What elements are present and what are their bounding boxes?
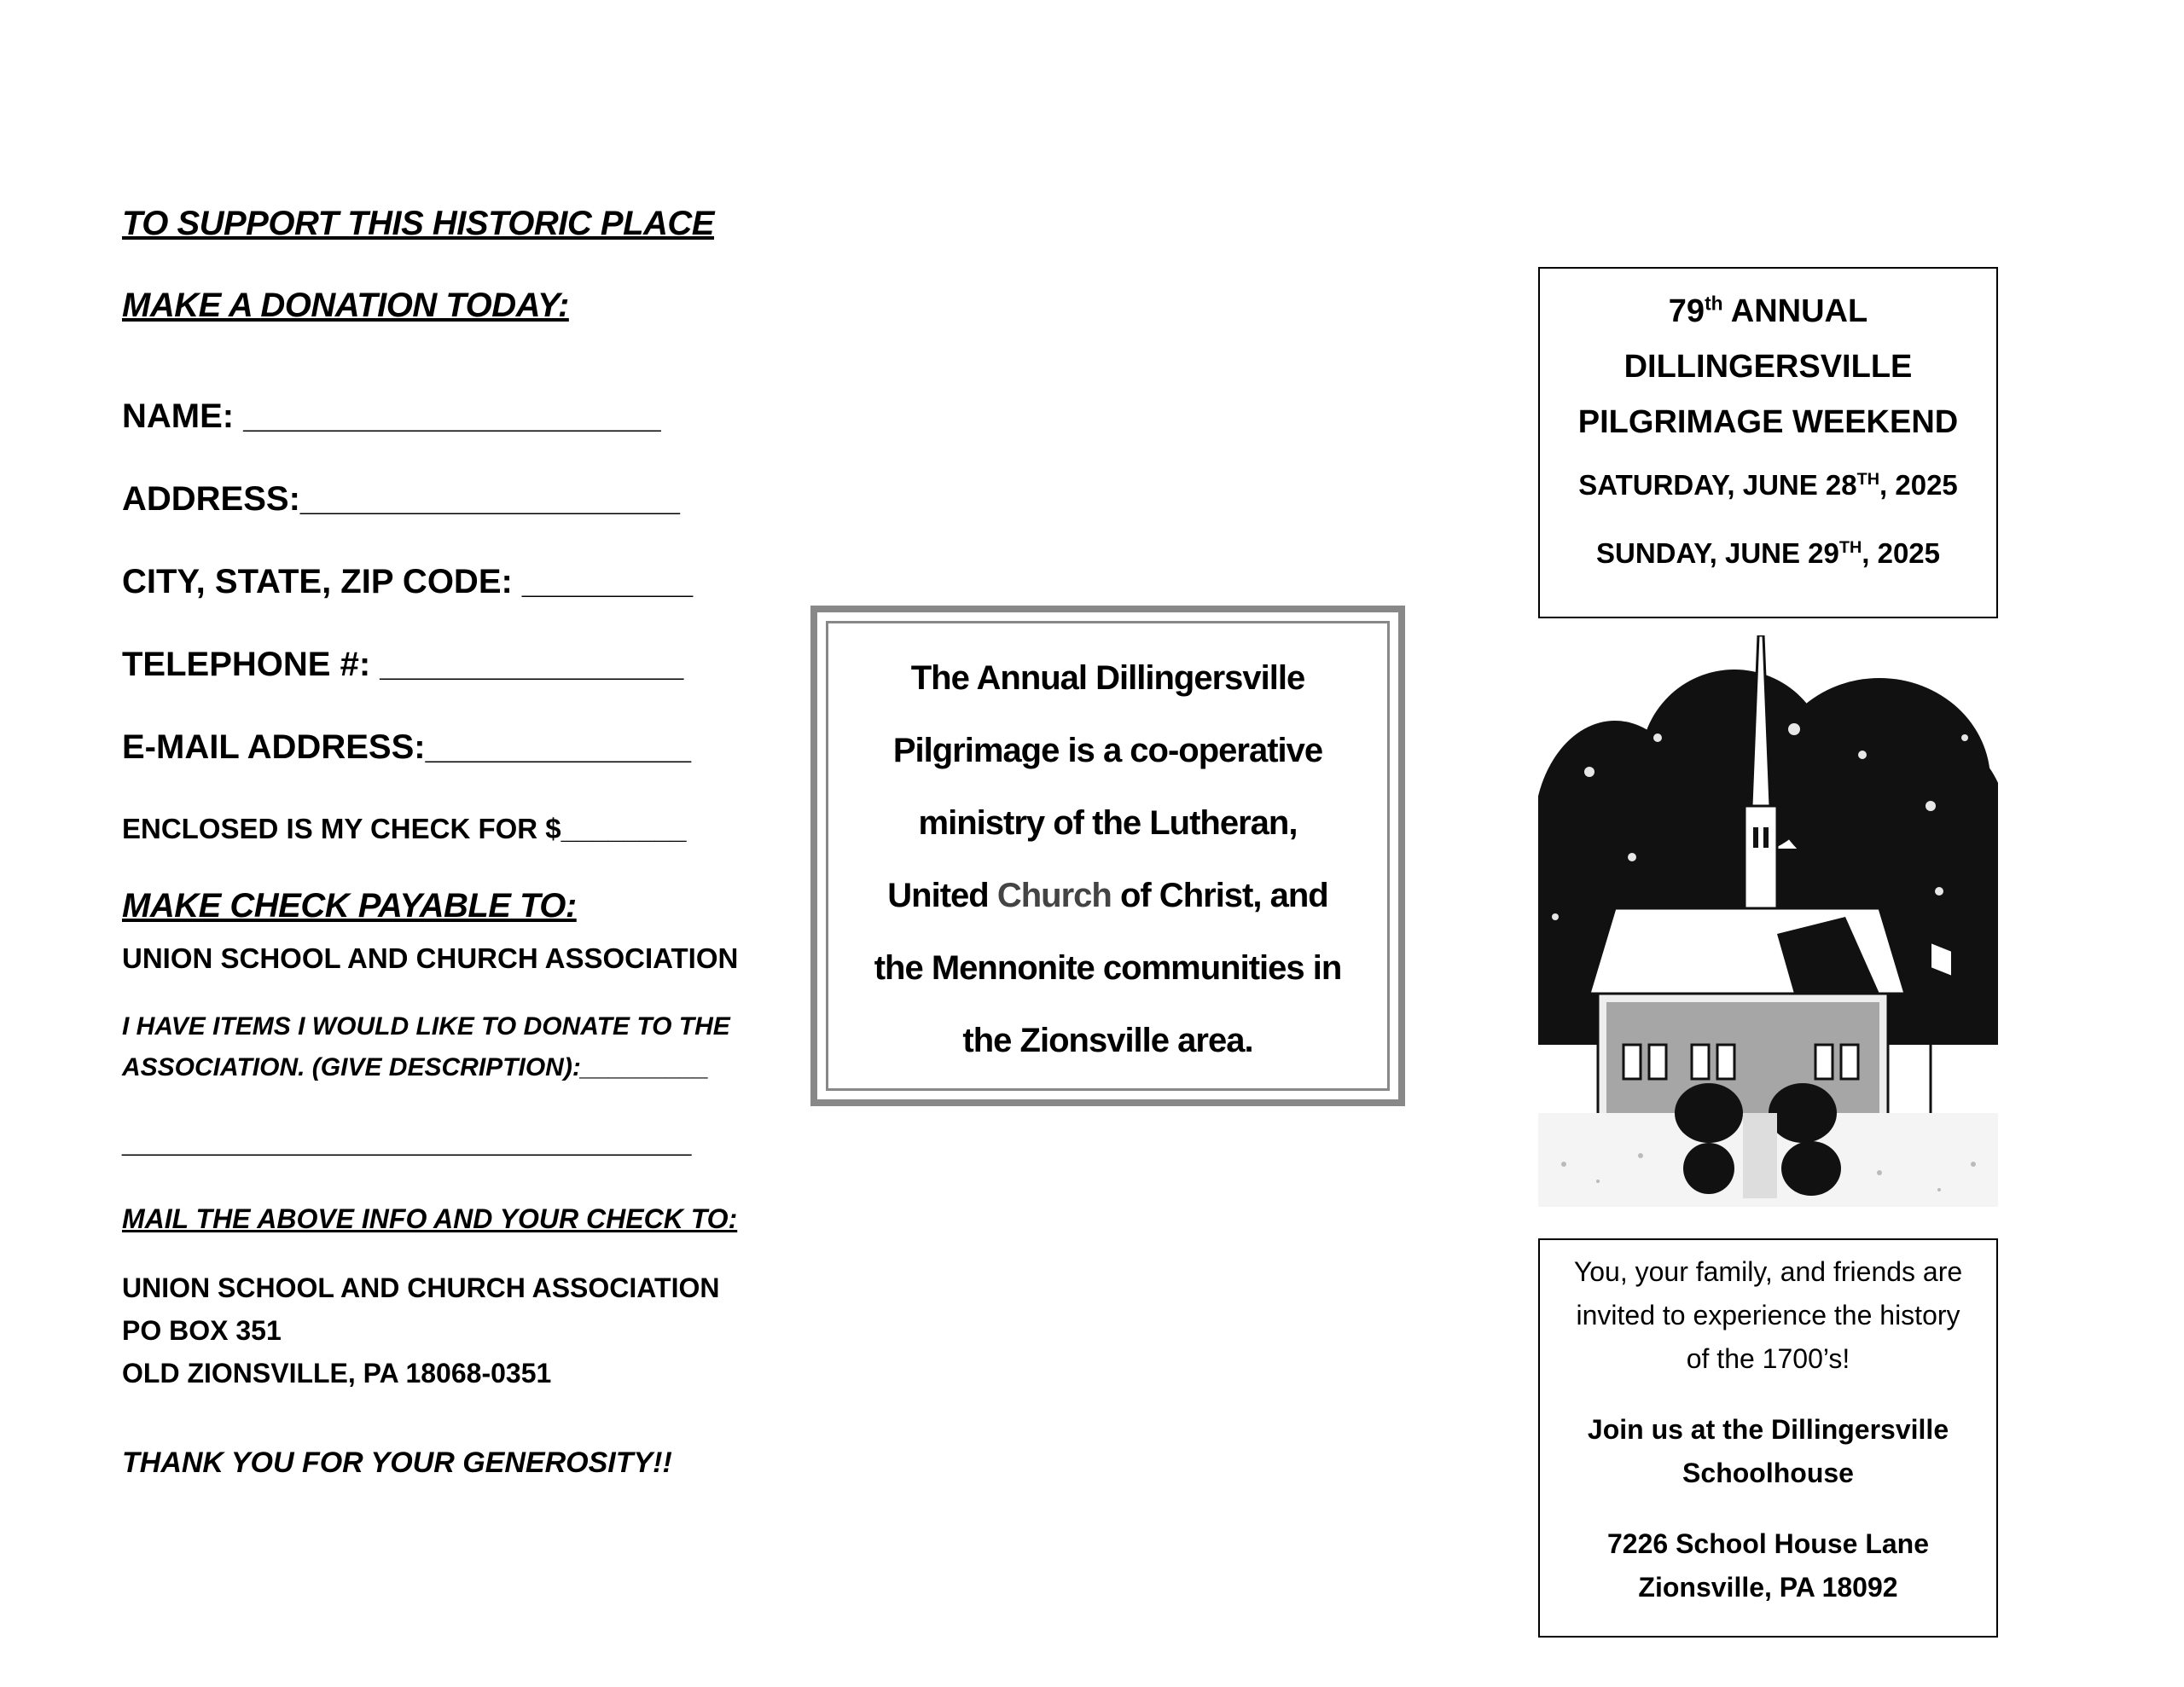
payee-name: UNION SCHOOL AND CHURCH ASSOCIATION (122, 942, 739, 974)
venue-address-line-1: 7226 School House Lane (1606, 1528, 1929, 1559)
support-heading: TO SUPPORT THIS HISTORIC PLACE (122, 205, 714, 242)
check-amount-field[interactable]: ENCLOSED IS MY CHECK FOR $________ (122, 813, 687, 844)
saturday-date-suffix: TH (1856, 470, 1880, 489)
invite-line-2: invited to experience the history (1576, 1300, 1960, 1330)
sunday-date (1540, 537, 1996, 570)
anniversary-line (1540, 284, 1996, 339)
ministry-line-4-post: of Christ, and (1111, 877, 1328, 914)
join-line-1: Join us at the Dillingersville (1587, 1414, 1949, 1445)
anniversary-number: 79 (1668, 293, 1705, 329)
invitation-box (1538, 1238, 1998, 1638)
saturday-date (1540, 469, 1996, 501)
address-field[interactable]: ADDRESS:____________________ (122, 480, 680, 518)
email-field[interactable]: E-MAIL ADDRESS:______________ (122, 728, 692, 766)
anniversary-suffix: th (1705, 292, 1723, 315)
mail-address-line2: PO BOX 351 (122, 1315, 282, 1346)
sunday-year: , 2025 (1862, 537, 1941, 569)
ministry-info-text (817, 642, 1398, 1077)
donate-items-blank[interactable]: ______________________________ (122, 1122, 692, 1159)
event-name-line: DILLINGERSVILLE (1623, 349, 1913, 385)
sunday-date-text: SUNDAY, JUNE 29 (1595, 537, 1839, 569)
ministry-line-4 (817, 860, 1398, 932)
sunday-date-suffix: TH (1838, 538, 1862, 557)
church-photo-icon (1538, 635, 1998, 1207)
mail-heading: MAIL THE ABOVE INFO AND YOUR CHECK TO: (122, 1203, 738, 1234)
ministry-line-2: Pilgrimage is a co-operative (892, 732, 1323, 769)
mail-address-line3: OLD ZIONSVILLE, PA 18068-0351 (122, 1358, 552, 1388)
anniversary-word: ANNUAL (1722, 293, 1868, 329)
event-weekend-line: PILGRIMAGE WEEKEND (1577, 404, 1959, 440)
ministry-line-5: the Mennonite communities in (874, 949, 1342, 987)
name-field[interactable]: NAME: ______________________ (122, 397, 661, 435)
donate-items-line2[interactable]: ASSOCIATION. (GIVE DESCRIPTION):_________ (122, 1053, 709, 1081)
church-word: Church (996, 877, 1112, 914)
ministry-line-6: the Zionsville area. (962, 1022, 1253, 1059)
payable-heading: MAKE CHECK PAYABLE TO: (122, 887, 577, 925)
ministry-line-3: ministry of the Lutheran, (918, 804, 1298, 842)
donation-heading: MAKE A DONATION TODAY: (122, 287, 569, 324)
donate-items-line1: I HAVE ITEMS I WOULD LIKE TO DONATE TO THE (122, 1012, 730, 1041)
saturday-year: , 2025 (1879, 469, 1958, 501)
thank-you-text: THANK YOU FOR YOUR GENEROSITY!! (122, 1446, 672, 1479)
venue-address-line-2: Zionsville, PA 18092 (1638, 1572, 1898, 1603)
event-title-box (1538, 267, 1998, 618)
join-line-2: Schoolhouse (1682, 1458, 1854, 1488)
telephone-field[interactable]: TELEPHONE #: ________________ (122, 646, 684, 683)
city-state-zip-field[interactable]: CITY, STATE, ZIP CODE: _________ (122, 563, 694, 600)
mail-address-line1: UNION SCHOOL AND CHURCH ASSOCIATION (122, 1272, 720, 1303)
invite-line-1: You, your family, and friends are (1573, 1256, 1963, 1287)
ministry-info-box (810, 606, 1405, 1106)
saturday-date-text: SATURDAY, JUNE 28 (1578, 469, 1857, 501)
ministry-line-4-pre: United (887, 877, 997, 914)
invite-line-3: of the 1700’s! (1686, 1343, 1850, 1374)
ministry-line-1: The Annual Dillingersville (910, 659, 1305, 697)
